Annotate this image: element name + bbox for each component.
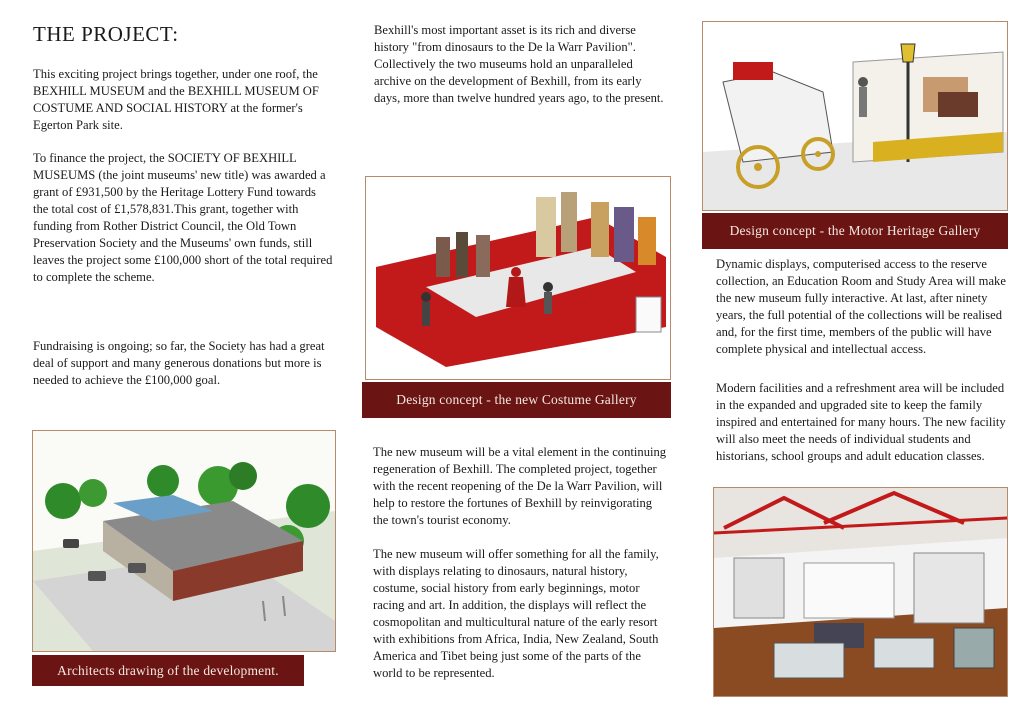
motor-gallery-image [702,21,1008,211]
finance-paragraph: To finance the project, the SOCIETY OF BEXHILL MUSEUMS (the joint museums' new title) was awarded a grant of £931,500 by the Heritage Lottery Fund towards the total cost of £1,578,831.This grant, together with funding from Rother District Council, the Old Town Preservation Society and the Museums' own funds, still leaves the project some £100,000 short of the total required to complete the scheme. [33,151,333,284]
motor-caption: Design concept - the Motor Heritage Gallery [702,213,1008,249]
costume-gallery-image [365,176,671,380]
family-paragraph: The new museum will offer something for all the family, with displays relating to dinosaurs, natural history, costume, social history from early beginnings, motor racing and art. In addition, the displays will reflect the cosmopolitan and multicultural nature of the early resort with exhibitions from Africa, India, New Zealand, South America and Tibet being just some of the parts of the world to be represented. [373,547,659,680]
architect-drawing-image [32,430,336,652]
history-paragraph: Bexhill's most important asset is its rich and diverse history "from dinosaurs to the De la Warr Pavilion". Collectively the two museums hold an unparalleled archive on the development of Bexhill, from its early days, more than twelve hundred years ago, to the present. [374,23,664,105]
intro-paragraph: This exciting project brings together, under one roof, the BEXHILL MUSEUM and the BEXHILL MUSEUM OF COSTUME AND SOCIAL HISTORY at the former's Egerton Park site. [33,67,319,132]
museum-interior-image [713,487,1008,697]
fundraising-paragraph: Fundraising is ongoing; so far, the Society has had a great deal of support and many generous donations but more is needed to achieve the £100,000 goal. [33,339,325,387]
architect-caption: Architects drawing of the development. [32,655,304,686]
page-title: THE PROJECT: [33,22,179,46]
regeneration-paragraph: The new museum will be a vital element in the continuing regeneration of Bexhill. The completed project, together with the recent reopening of the De la Warr Pavilion, will help to restore the fortunes of Bexhill by reinvigorating the town's tourist economy. [373,445,667,527]
facilities-paragraph: Modern facilities and a refreshment area will be included in the expanded and upgraded site to keep the family inspired and entertained for many hours. The new facility will also meet the needs of individual students and historians, school groups and adult education classes. [716,381,1006,463]
costume-caption: Design concept - the new Costume Gallery [362,382,671,418]
interactive-paragraph: Dynamic displays, computerised access to the reserve collection, an Education Room and Study Area will make the new museum fully interactive. At last, after ninety years, the full potential of the collections will be realised and, for the first time, members of the public will have complete physical and intellectual access. [716,257,1006,356]
